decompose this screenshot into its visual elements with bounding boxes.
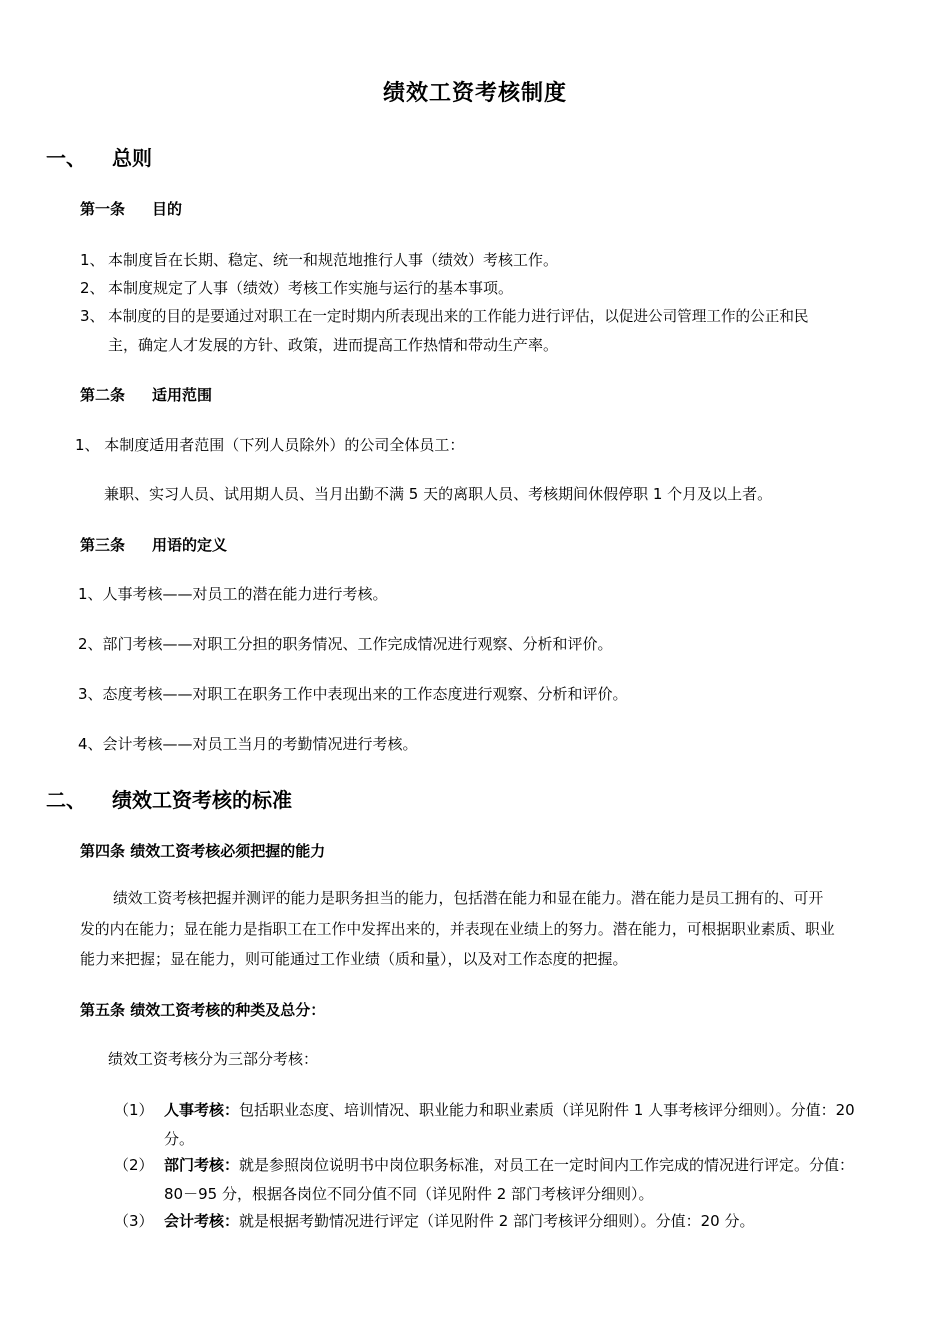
- list-text: [164, 1154, 854, 1175]
- list-text: [164, 1099, 855, 1120]
- article-label: 第二条: [80, 386, 126, 404]
- section-title: 绩效工资考核的标准: [112, 788, 292, 812]
- item-description: 就是参照岗位说明书中岗位职务标准，对员工在一定时间内工作完成的情况进行评定。分值：: [239, 1156, 855, 1174]
- list-text: 本制度规定了人事（绩效）考核工作实施与运行的基本事项。: [108, 279, 514, 297]
- list-text-continued: 分。: [164, 1130, 195, 1148]
- list-item: 1、 本制度适用者范围（下列人员除外）的公司全体员工：: [75, 436, 465, 454]
- paragraph-line: 能力来把握；显在能力，则可能通过工作业绩（质和量），以及对工作态度的把握。: [80, 950, 628, 968]
- list-text: 本制度旨在长期、稳定、统一和规范地推行人事（绩效）考核工作。: [108, 251, 559, 269]
- item-description: 就是根据考勤情况进行评定（详见附件 2 部门考核评分细则）。分值：20 分。: [239, 1212, 755, 1230]
- article-label: 第三条: [80, 536, 126, 554]
- definition-item: 2、部门考核——对职工分担的职务情况、工作完成情况进行观察、分析和评价。: [78, 635, 613, 653]
- article-5-heading: 第五条 绩效工资考核的种类及总分：: [80, 1001, 326, 1019]
- definition-item: 4、会计考核——对员工当月的考勤情况进行考核。: [78, 735, 418, 753]
- list-item: [114, 1154, 924, 1176]
- list-item: [80, 305, 920, 327]
- list-number: （3）: [114, 1212, 154, 1230]
- article-title: 目的: [152, 200, 183, 218]
- section-number: 一、: [46, 146, 86, 170]
- definition-item: 3、态度考核——对职工在职务工作中表现出来的工作态度进行观察、分析和评价。: [78, 685, 628, 703]
- item-description: 包括职业态度、培训情况、职业能力和职业素质（详见附件 1 人事考核评分细则）。分值：20: [239, 1101, 855, 1119]
- item-label: 部门考核：: [164, 1156, 240, 1174]
- article-2-heading: [80, 384, 212, 405]
- list-number: 1、: [80, 251, 105, 269]
- paragraph-line: 发的内在能力；显在能力是指职工在工作中发挥出来的，并表现在业绩上的努力。潜在能力，可根据职业素质、职业: [80, 921, 835, 938]
- article-title: 用语的定义: [152, 536, 228, 554]
- article-4-heading: 第四条 绩效工资考核必须把握的能力: [80, 842, 326, 860]
- list-text-continued: 主，确定人才发展的方针、政策，进而提高工作热情和带动生产率。: [108, 336, 559, 354]
- list-number: （2）: [114, 1156, 154, 1174]
- section-1-heading: [46, 142, 346, 168]
- section-number: 二、: [46, 788, 86, 812]
- list-number: （1）: [114, 1101, 154, 1119]
- list-item: [114, 1099, 924, 1121]
- document-title: 绩效工资考核制度: [382, 81, 567, 106]
- list-number: 2、: [80, 279, 105, 297]
- item-label: 会计考核：: [164, 1212, 240, 1230]
- paragraph-line: 绩效工资考核把握并测评的能力是职务担当的能力，包括潜在能力和显在能力。潜在能力是员工拥有的、可开: [113, 890, 824, 907]
- section-title: 总则: [112, 146, 152, 170]
- list-item: [80, 249, 920, 271]
- article-3-heading: [80, 534, 227, 555]
- list-item: [80, 277, 920, 299]
- list-number: 3、: [80, 307, 105, 325]
- paragraph-intro: 绩效工资考核分为三部分考核：: [108, 1050, 319, 1068]
- exclusion-note: 兼职、实习人员、试用期人员、当月出勤不满 5 天的离职人员、考核期间休假停职 1 个月及以上者。: [104, 485, 773, 503]
- item-label: 人事考核：: [164, 1101, 240, 1119]
- list-item: [114, 1210, 924, 1232]
- definition-item: 1、人事考核——对员工的潜在能力进行考核。: [78, 585, 388, 603]
- article-label: 第一条: [80, 200, 126, 218]
- section-2-heading: [46, 784, 446, 810]
- article-1-heading: [80, 198, 182, 219]
- list-text: [164, 1210, 754, 1231]
- article-title: 适用范围: [152, 386, 213, 404]
- list-text: 本制度的目的是要通过对职工在一定时期内所表现出来的工作能力进行评估，以促进公司管理工作的公正和民: [108, 308, 809, 325]
- list-text-continued: 80－95 分，根据各岗位不同分值不同（详见附件 2 部门考核评分细则）。: [164, 1185, 654, 1203]
